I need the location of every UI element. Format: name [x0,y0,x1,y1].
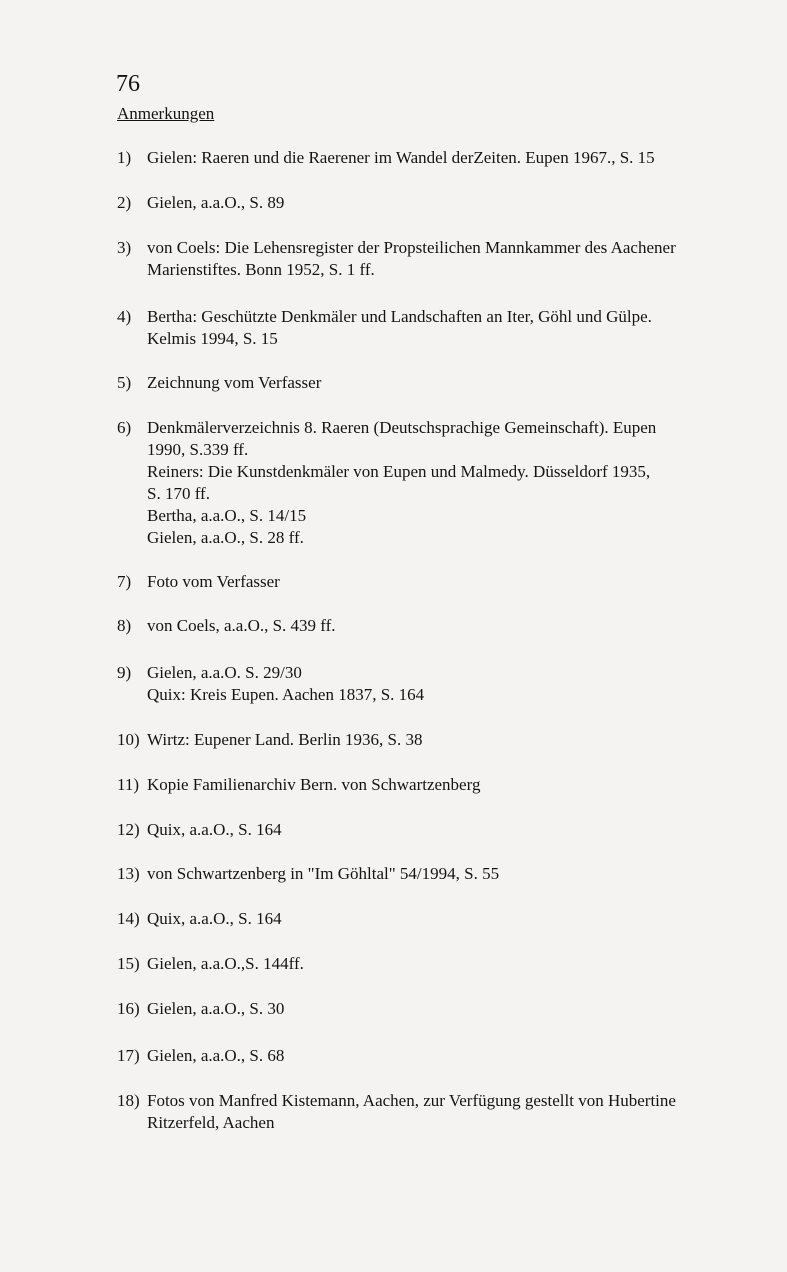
note-5 [117,372,717,394]
note-number: 12) [117,820,140,839]
note-number: 6) [117,418,132,437]
note-10 [117,729,717,751]
note-9 [117,662,717,706]
note-text: Quix, a.a.O., S. 164 [147,909,282,928]
note-number: 3) [117,238,132,257]
note-13 [117,863,717,885]
note-number: 2) [117,193,132,212]
note-number: 7) [117,572,132,591]
note-number: 15) [117,954,140,973]
note-number: 16) [117,999,140,1018]
notes-heading: Anmerkungen [117,104,215,123]
note-text: Gielen, a.a.O., S. 28 ff. [147,528,304,547]
note-number: 18) [117,1091,140,1110]
page-number: 76 [116,71,140,97]
note-17 [117,1045,717,1067]
note-text: Marienstiftes. Bonn 1952, S. 1 ff. [147,260,375,279]
note-text: Gielen, a.a.O.,S. 144ff. [147,954,304,973]
note-text: 1990, S.339 ff. [147,440,249,459]
note-text: Quix: Kreis Eupen. Aachen 1837, S. 164 [147,685,425,704]
note-15 [117,953,717,975]
note-text: Gielen, a.a.O. S. 29/30 [147,663,302,682]
note-number: 14) [117,909,140,928]
note-3 [117,237,717,281]
note-number: 4) [117,307,132,326]
note-text: von Coels: Die Lehensregister der Propsteilichen Mannkammer des Aachener [147,238,676,257]
note-text: Gielen, a.a.O., S. 89 [147,193,285,212]
note-text: Bertha, a.a.O., S. 14/15 [147,506,307,525]
note-number: 9) [117,663,132,682]
note-text: Reiners: Die Kunstdenkmäler von Eupen und Malmedy. Düsseldorf 1935, [147,462,651,481]
note-text: von Coels, a.a.O., S. 439 ff. [147,616,336,635]
note-4 [117,306,717,350]
note-text: Denkmälerverzeichnis 8. Raeren (Deutschsprachige Gemeinschaft). Eupen [147,418,657,437]
note-text: Zeichnung vom Verfasser [147,373,322,392]
note-number: 1) [117,148,132,167]
note-text: Wirtz: Eupener Land. Berlin 1936, S. 38 [147,730,423,749]
note-text: von Schwartzenberg in "Im Göhltal" 54/1994, S. 55 [147,864,500,883]
note-text: Foto vom Verfasser [147,572,280,591]
note-number: 10) [117,730,140,749]
note-7 [117,571,717,593]
note-text: Quix, a.a.O., S. 164 [147,820,282,839]
note-number: 8) [117,616,132,635]
note-16 [117,998,717,1020]
note-text: Kelmis 1994, S. 15 [147,329,278,348]
note-14 [117,908,717,930]
note-number: 13) [117,864,140,883]
note-8 [117,615,717,637]
note-text: Gielen, a.a.O., S. 68 [147,1046,285,1065]
note-text: Kopie Familienarchiv Bern. von Schwartzenberg [147,775,481,794]
note-number: 5) [117,373,132,392]
note-text: Ritzerfeld, Aachen [147,1113,275,1132]
note-11 [117,774,717,796]
note-text: Bertha: Geschützte Denkmäler und Landschaften an Iter, Göhl und Gülpe. [147,307,652,326]
note-number: 11) [117,775,140,794]
note-1 [117,147,717,169]
note-18 [117,1090,717,1134]
note-text: Fotos von Manfred Kistemann, Aachen, zur Verfügung gestellt von Hubertine [147,1091,676,1110]
note-text: S. 170 ff. [147,484,210,503]
note-text: Gielen, a.a.O., S. 30 [147,999,285,1018]
note-number: 17) [117,1046,140,1065]
note-12 [117,819,717,841]
note-2 [117,192,717,214]
note-6 [117,417,717,549]
note-text: Gielen: Raeren und die Raerener im Wandel derZeiten. Eupen 1967., S. 15 [147,148,655,167]
